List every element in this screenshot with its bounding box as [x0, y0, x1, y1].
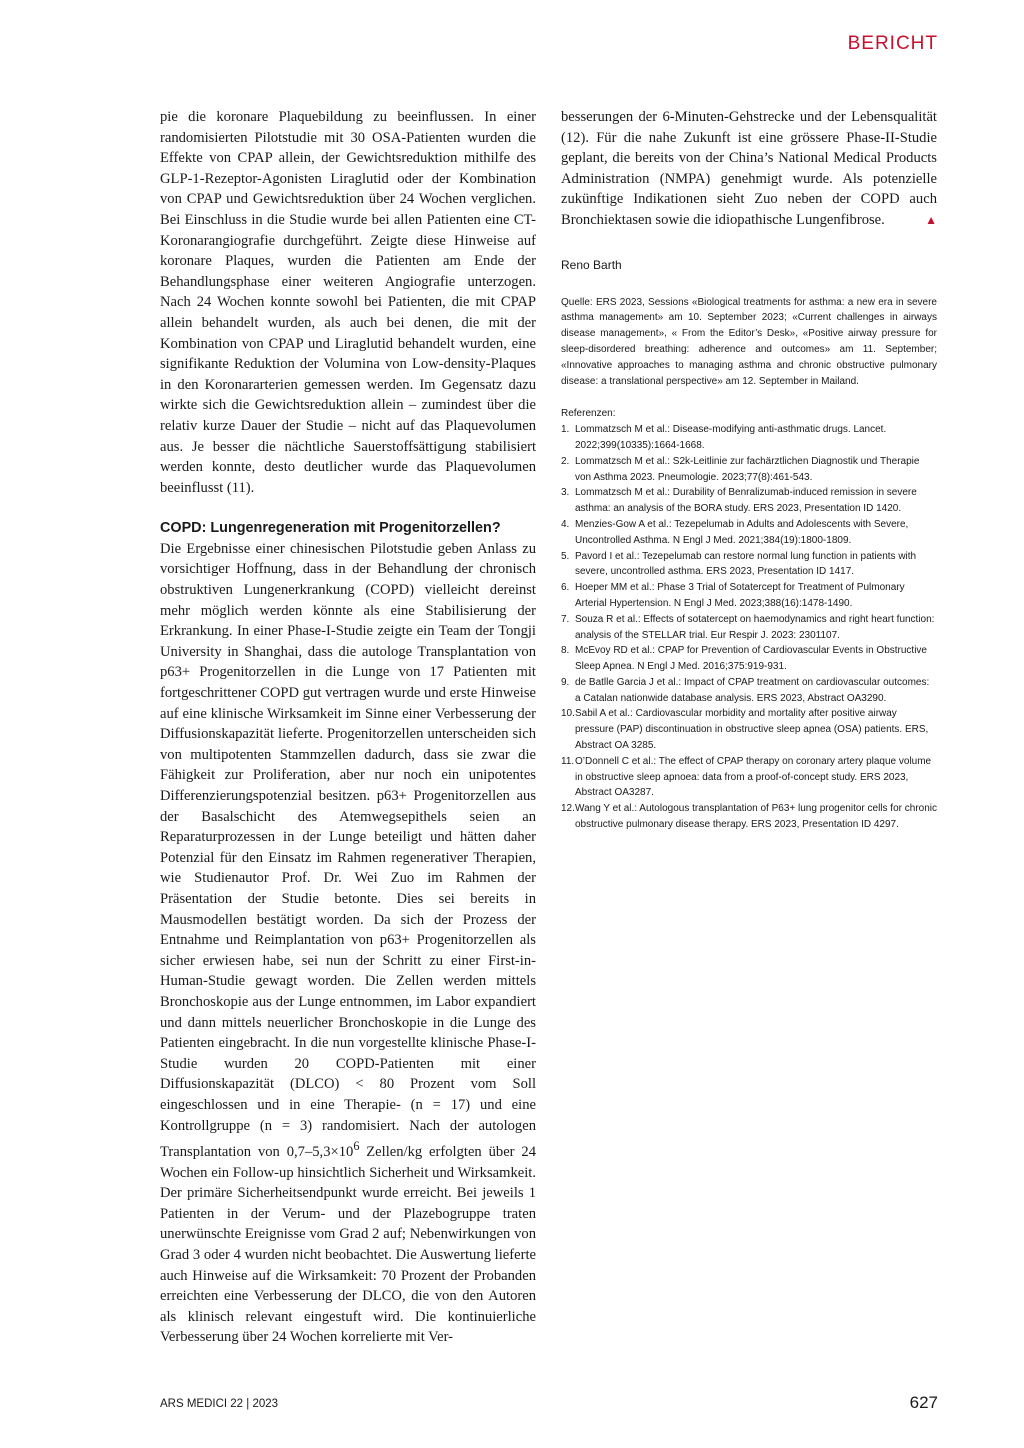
reference-item: 8. McEvoy RD et al.: CPAP for Prevention of Cardiovascular Events in Obstructive Sleep Apnea. N Engl J Med. 2016;375:919-931.: [561, 645, 927, 673]
reference-item: 3. Lommatzsch M et al.: Durability of Benralizumab-induced remission in severe asthma: an analysis of the BORA study. ERS 2023, Presentation ID 1420.: [561, 487, 917, 515]
reference-item: 2. Lommatzsch M et al.: S2k-Leitlinie zur fachärztlichen Diagnostik und Therapie von Asthma 2023. Pneumologie. 2023;77(8):461-543.: [561, 455, 920, 483]
reference-item: 12. Wang Y et al.: Autologous transplantation of P63+ lung progenitor cells for chronic obstructive pulmonary disease therapy. ERS 2023, Presentation ID 4297.: [561, 803, 937, 831]
reference-item: 6. Hoeper MM et al.: Phase 3 Trial of Sotatercept for Treatment of Pulmonary Arterial Hypertension. N Engl J Med. 2023;388(16):1478-1490.: [561, 582, 905, 609]
section-label: BERICHT: [847, 33, 938, 54]
reference-item: 11. O’Donnell C et al.: The effect of CPAP therapy on coronary artery plaque volume in obstructive sleep apnoea: data from a proof-of-concept study. ERS 2023, Abstract OA3287.: [561, 755, 932, 799]
left-column: [160, 107, 536, 1348]
body-paragraph: [561, 107, 937, 231]
body-text: besserungen der 6-Minuten-Gehstrecke und der Lebensqualität (12). Für die nahe Zukunft ist eine grössere Phase-II-Studie geplant, die bereits von der China’s National Medical Products Administration (NMPA) genehmigt wurde. Als potenzielle zukünftige Indikationen sieht Zuo neben der COPD auch Bronchiektasen sowie die idiopathische Lungenfibrose.: [561, 109, 937, 228]
reference-item: 4. Menzies-Gow A et al.: Tezepelumab in Adults and Adolescents with Severe, Uncontrolled Asthma. N Engl J Med. 2021;384(19):1800-1809.: [561, 518, 909, 546]
author-name: Reno Barth: [561, 257, 622, 272]
body-text: Die Ergebnisse einer chinesischen Pilotstudie geben Anlass zu vorsichtiger Hoffnung, dass in der Behandlung der chronisch obstruktiven Lungenerkrankung (COPD) vielleicht dereinst mehr möglich werden könnte als eine Stabilisierung der Erkrankung. In einer Phase-I-Studie zeigte ein Team der Tongji University in Shanghai, dass die autologe Transplantation von p63+ Progenitorzellen in die Lunge von 17 Patienten mit fortgeschrittener COPD gut vertragen wurde und erste Hinweise auf eine klinische Wirksamkeit im Sinne einer Verbesserung der Diffusionskapazität lieferte. Progenitorzellen unterscheiden sich von multipotenten Stammzellen dadurch, dass sie zwar die Fähigkeit zur Proliferation, aber nur noch ein unipotentes Differenzierungspotenzial besitzen. p63+ Progenitorzellen aus der Basalschicht des Atemwegsepithels seien an Reparaturprozessen in der Lunge beteiligt und hätten daher Potenzial für den Einsatz im Rahmen regenerativer Therapien, wie Studienautor Prof. Dr. Wei Zuo im Rahmen der Präsentation der Studie betonte. Dies sei bereits in Mausmodellen bestätigt worden. Da sich der Prozess der Entnahme und Reimplantation von p63+ Progenitorzellen als sicher erwiesen habe, sei nun der Schritt zu einer First-in-Human-Studie gewagt worden. Die Zellen werden mittels Bronchoskopie aus der Lunge entnommen, im Labor expandiert und dann mittels neuerlicher Bronchoskopie in die Lunge des Patienten eingebracht. In die nun vorgestellte klinische Phase-I-Studie wurden 20 COPD-Patienten mit einer Diffusionskapazität (DLCO) < 80 Prozent vom Soll eingeschlossen und in eine Therapie- (n = 17) und eine Kontrollgruppe (n = 3) randomisiert. Nach der autologen Transplantation von 0,7–5,3×10: [160, 540, 536, 1160]
references-list: [561, 422, 937, 833]
source-note: Quelle: ERS 2023, Sessions «Biological treatments for asthma: a new era in severe asthma management» am 10. September 2023; «Current challenges in airways disease management», « From the Editor’s Desk», «Positive airway pressure for sleep-disordered breathing: adherence and outcomes» am 11. September; «Innovative approaches to managing asthma and chronic obstructive pulmonary disease: a translational perspective» am 12. September in Mailand.: [561, 296, 937, 387]
right-column: [561, 107, 937, 833]
page-number: 627: [909, 1393, 938, 1412]
reference-item: 10. Sabil A et al.: Cardiovascular morbidity and mortality after positive airway pressure (PAP) discontinuation in obstructive sleep apnea (OSA) patients. ERS, Abstract OA 3285.: [561, 708, 929, 752]
references-title: Referenzen:: [561, 408, 616, 420]
reference-item: 5. Pavord I et al.: Tezepelumab can restore normal lung function in patients with severe, uncontrolled asthma. ERS 2023, Presentation ID 1417.: [561, 550, 917, 578]
reference-item: 9. de Batlle Garcia J et al.: Impact of CPAP treatment on cardiovascular outcomes: a Catalan nationwide database analysis. ERS 2023, Abstract OA3290.: [561, 676, 930, 704]
footer-journal: ARS MEDICI 22 | 2023: [160, 1398, 279, 1410]
body-paragraph: [160, 539, 536, 1348]
section-heading: COPD: Lungenregeneration mit Progenitorzellen?: [160, 520, 501, 537]
superscript: 6: [353, 1139, 360, 1154]
end-triangle-icon: ▲: [925, 212, 937, 227]
body-text: Zellen/kg erfolgten über 24 Wochen ein Follow-up hinsichtlich Sicherheit und Wirksamkeit. Der primäre Sicherheitsendpunkt wurde erreicht. Bei jeweils 1 Patienten in der Verum- und der Plazebogruppe traten unerwünschte Ereignisse vom Grad 2 auf; Nebenwirkungen von Grad 3 oder 4 wurden nicht beobachtet. Die Auswertung lieferte auch Hinweise auf die Wirksamkeit: 70 Prozent der Probanden erreichten eine Verbesserung der DLCO, die von den Autoren als klinisch relevant eingestuft wird. Die kontinuierliche Verbesserung über 24 Wochen korrelierte mit Ver-: [160, 1143, 536, 1346]
reference-item: 1. Lommatzsch M et al.: Disease-modifying anti-asthmatic drugs. Lancet. 2022;399(10335):1664-1668.: [561, 424, 887, 451]
reference-item: 7. Souza R et al.: Effects of sotatercept on haemodynamics and right heart function: analysis of the STELLAR trial. Eur Respir J. 2023: 2301107.: [561, 613, 935, 641]
body-paragraph: pie die koronare Plaquebildung zu beeinflussen. In einer randomisierten Pilotstudie mit 30 OSA-Patienten wurden die Effekte von CPAP allein, der Gewichtsreduktion mithilfe des GLP-1-Rezeptor-Agonisten Liraglutid oder der Kombination von CPAP und Gewichtsreduktion über 24 Wochen verglichen. Bei Einschluss in die Studie wurde bei allen Patienten eine CT-Koronarangiografie durchgeführt. Zeigte diese Hinweise auf koronare Plaques, wurden die Patienten am Ende der Behandlungsphase einer weiteren Angiografie unterzogen. Nach 24 Wochen konnte sowohl bei Patienten, die mit CPAP allein behandelt wurden, als auch bei denen, die mit der Kombination von CPAP und Liraglutid behandelt wurden, eine signifikante Reduktion der Volumina von Low-density-Plaques in den Koronararterien gemessen werden. Im Gegensatz dazu wirkte sich die Gewichtsreduktion allein – zumindest über die relativ kurze Dauer der Studie – nicht auf das Plaquevolumen aus. Je besser die nächtliche Sauerstoffsättigung stabilisiert werden konnte, desto deutlicher wurde das Plaquevolumen beeinflusst (11).: [160, 109, 536, 496]
